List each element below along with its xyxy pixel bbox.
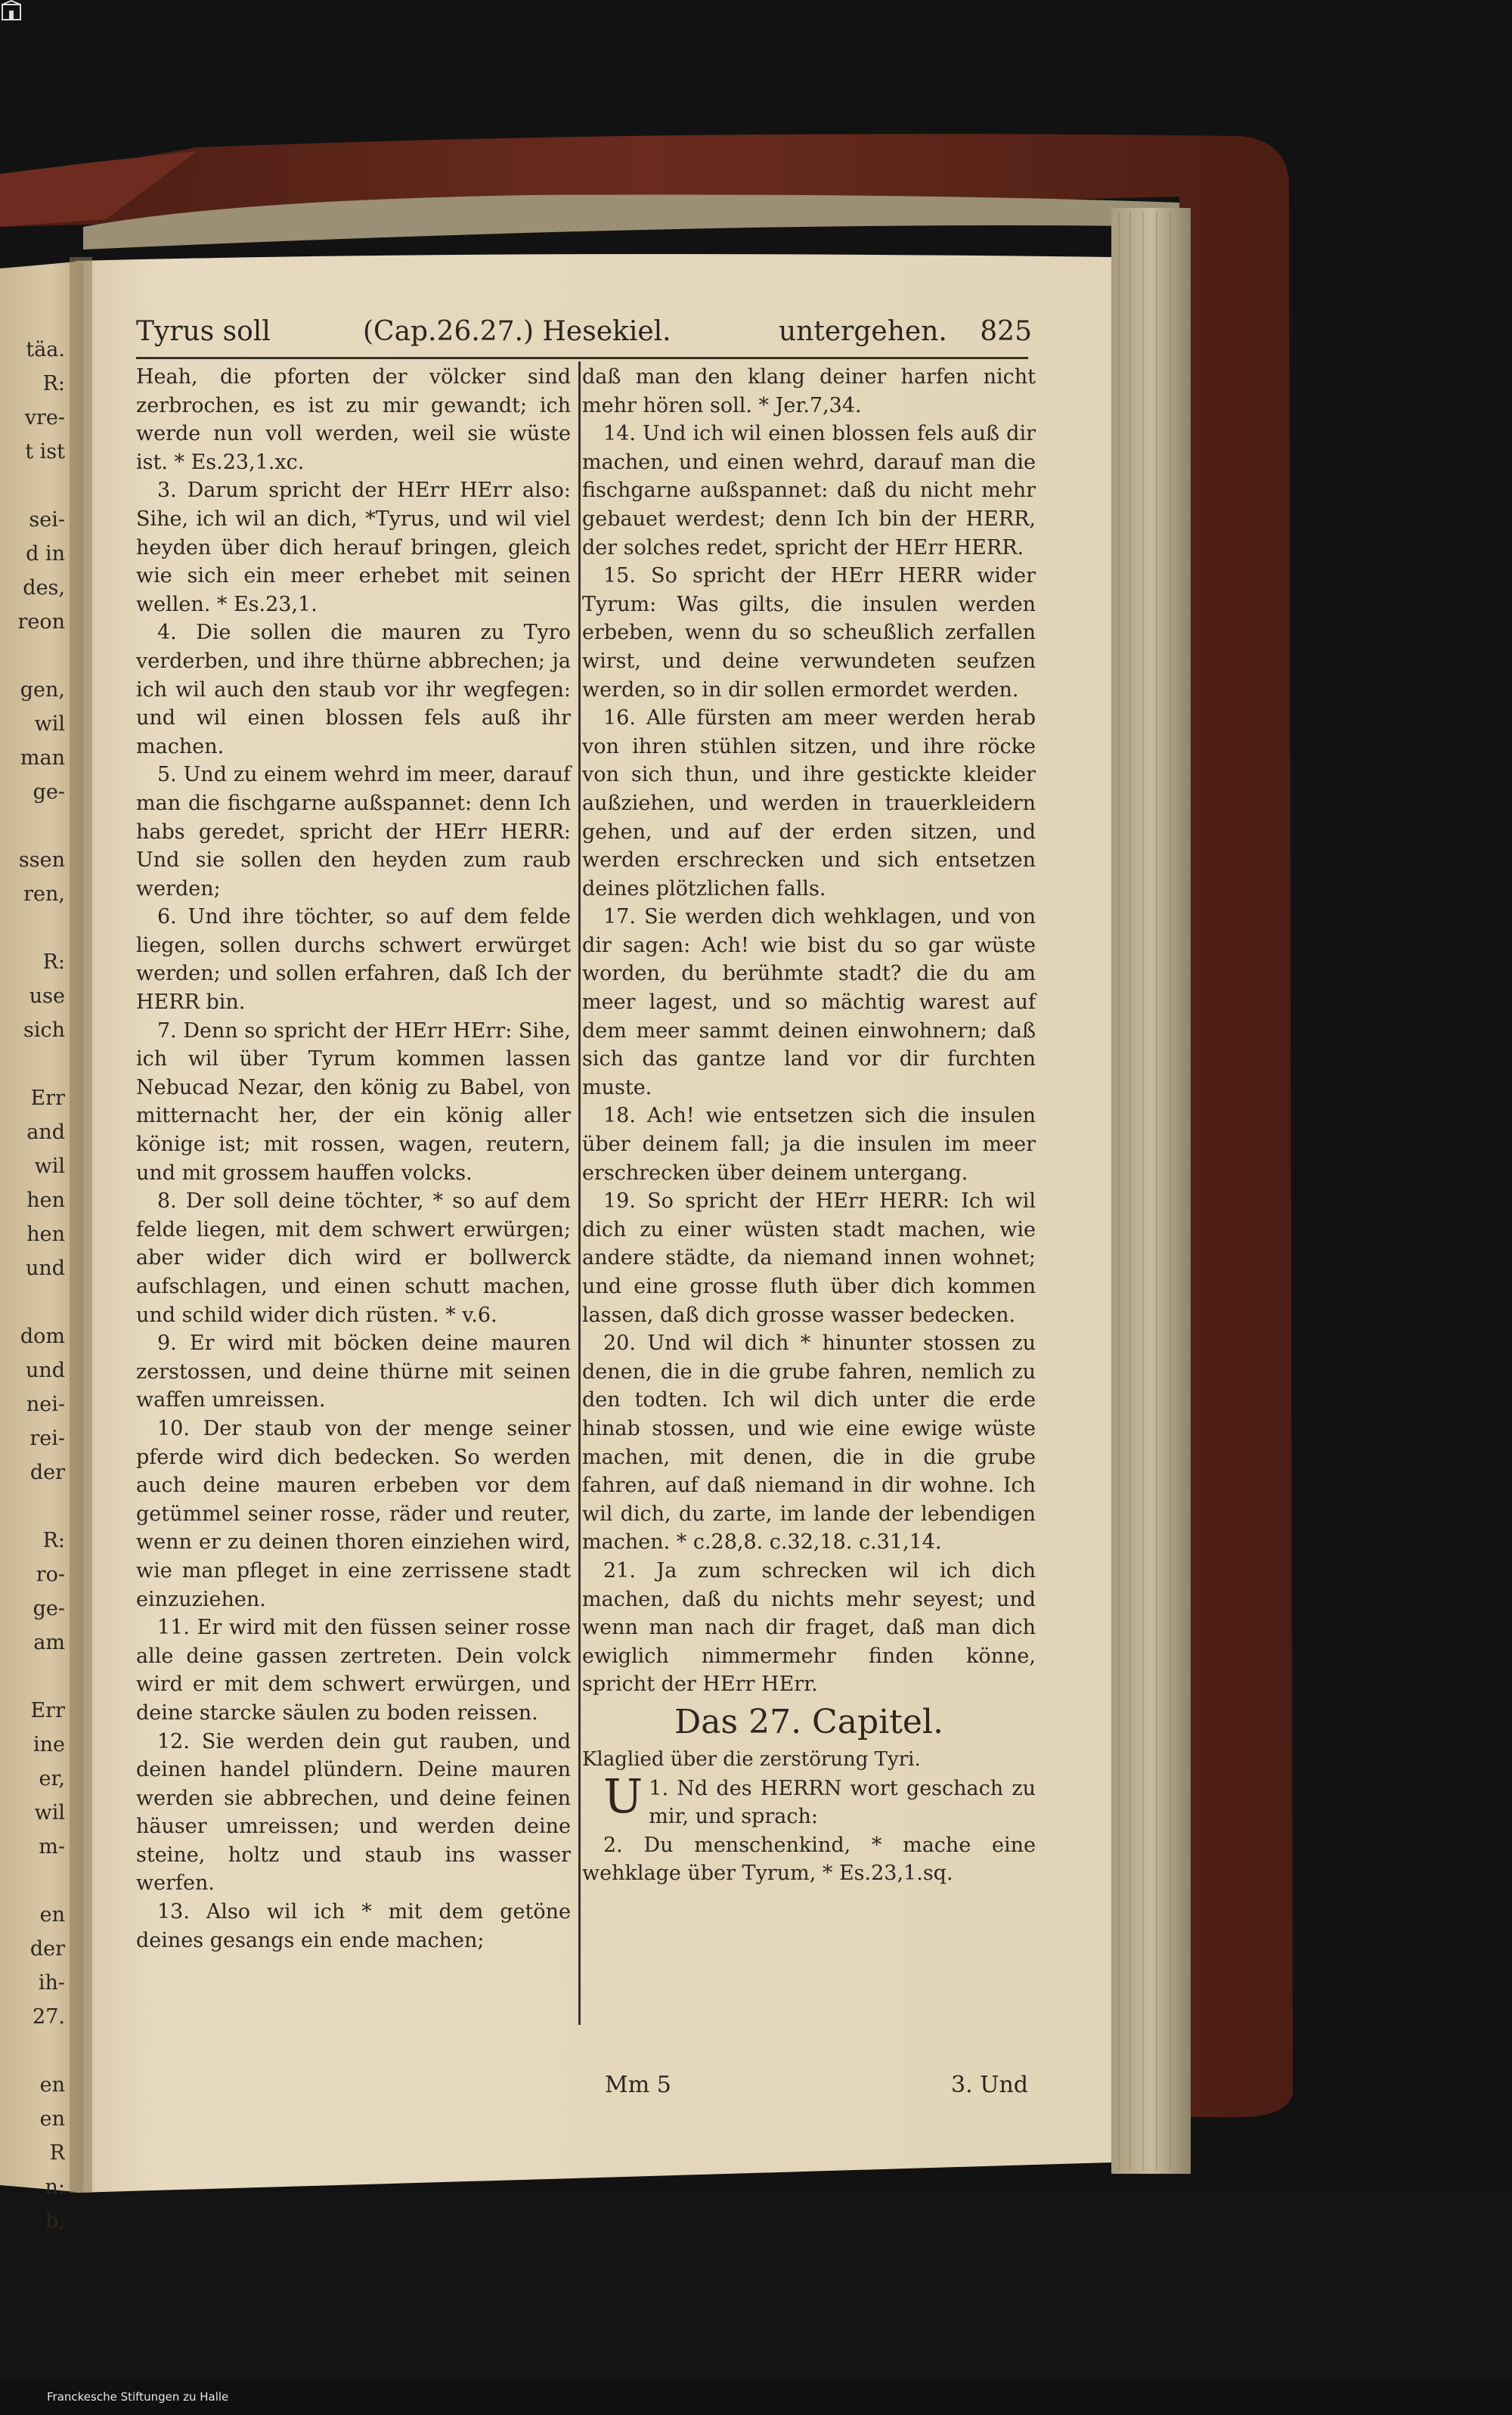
right-verse: 15. So spricht der HErr HERR wider Tyrum: Was gilts, die insulen werden erbeben, wenn du so scheußlich zerfallen wirst, und deine verwundeten seufzen werden, so in dir sollen ermordet werden. (582, 564, 1036, 702)
margin-fragment: ssen (18, 848, 65, 872)
margin-fragment (3, 911, 65, 945)
running-head-center: (Cap.26.27.) Hesekiel. (363, 316, 671, 347)
margin-fragment (3, 1047, 65, 1081)
left-verse: 13. Also wil ich * mit dem getöne deines gesangs ein ende machen; (136, 1900, 571, 1952)
credit-text: Franckesche Stiftungen zu Halle (47, 2390, 229, 2404)
catchword: 3. Und (951, 2072, 1028, 2098)
left-verse: 6. Und ihre töchter, so auf dem felde liegen, sollen durchs schwert erwürget werden; und sollen erfahren, daß Ich der HERR bin. (136, 905, 571, 1015)
margin-fragment: der (29, 1461, 65, 1484)
margin-fragment: use (29, 984, 65, 1008)
verse-1 (582, 1768, 1036, 1831)
margin-fragment: R (49, 2141, 65, 2165)
margin-fragment: ro- (36, 1563, 65, 1586)
column-rule (578, 361, 581, 2025)
right-column (582, 363, 1036, 1888)
page-number: 825 (980, 316, 1032, 347)
margin-fragment: b, (45, 2209, 65, 2233)
left-verse: 3. Darum spricht der HErr HErr also: Sihe, ich wil an dich, *Tyrus, und wil viel heyden über dich herauf bringen, gleich wie sich ein meer erhebet mit seinen wellen. * Es.23,1. (136, 479, 571, 616)
right-verse: 20. Und wil dich * hinunter stossen zu denen, die in die grube fahren, nemlich zu den todten. Ich wil dich unter die erde hinab stossen, und wie eine ewige wüste machen, mit denen, die in die grube fahren, auf daß niemand in dir wohne. Ich wil dich, du zarte, im lande der lebendigen machen. * c.28,8. c.32,18. c.31,14. (582, 1332, 1036, 1555)
table-surface (0, 2193, 1512, 2382)
right-verse: 17. Sie werden dich wehklagen, und von dir sagen: Ach! wie bist du so gar wüste worden, du berühmte stadt? die du am meer lagest, und so mächtig warest auf dem meer sammt deinen einwohnern; daß sich das gantze land vor dir furchten muste. (582, 905, 1036, 1099)
margin-fragment: rei- (29, 1427, 65, 1450)
margin-fragment: R: (42, 1529, 65, 1552)
margin-fragment: ren, (23, 882, 65, 906)
margin-fragment: reon (17, 610, 65, 634)
margin-fragment: täa. (26, 338, 65, 361)
margin-fragment: R: (42, 950, 65, 974)
margin-fragment: ih- (38, 1971, 65, 1995)
margin-fragment: vre- (24, 406, 65, 429)
right-verse: daß man den klang deiner harfen nicht mehr hören soll. * Jer.7,34. (582, 365, 1036, 417)
margin-fragment: am (33, 1631, 65, 1654)
margin-fragment: wil (34, 1155, 65, 1178)
verse-1-number: 1. (649, 1776, 669, 1800)
left-verse: 12. Sie werden dein gut rauben, und deinen handel plündern. Deine mauren werden sie abbrechen, und deine feinen häuser umreissen; und werden deine steine, holtz und staub ins wasser werfen. (136, 1729, 571, 1896)
left-page-text-fragments (3, 333, 65, 2238)
left-verse: Heah, die pforten der völcker sind zerbrochen, es ist zu mir gewandt; ich werde nun voll werden, weil sie wüste ist. * Es.23,1.xc. (136, 365, 571, 474)
margin-fragment: d in (26, 542, 65, 566)
left-verse: 11. Er wird mit den füssen seiner rosse alle deine gassen zertreten. Dein volck wird er mit dem schwert erwürgen, und deine starcke säulen zu boden reissen. (136, 1616, 571, 1725)
margin-fragment: und (25, 1257, 65, 1280)
margin-fragment: dom (20, 1325, 65, 1348)
left-column (136, 363, 571, 1955)
margin-fragment: Err (30, 1087, 65, 1110)
margin-fragment: en (39, 2107, 65, 2131)
right-column-verses (582, 363, 1036, 1699)
drop-initial: U (603, 1768, 643, 1824)
right-verse: 19. So spricht der HErr HERR: Ich wil dich zu einer wüsten stadt machen, wie andere städte, da niemand innen wohnet; und eine grosse fluth über dich kommen lassen, daß dich grosse wasser bedecken. (582, 1189, 1036, 1327)
margin-fragment: ge- (33, 780, 65, 804)
margin-fragment (3, 639, 65, 673)
margin-fragment (3, 2034, 65, 2068)
left-verse: 10. Der staub von der menge seiner pferde wird dich bedecken. So werden auch deine mauren erbeben vor dem getümmel seiner rosse, räder und reuter, wenn er zu deinen thoren einziehen wird, wie man pfleget in eine zerrissene stadt einzuziehen. (136, 1416, 571, 1611)
margin-fragment: sich (23, 1018, 65, 1042)
margin-fragment: nei- (26, 1393, 65, 1416)
verse-2: 2. Du menschenkind, * mache eine wehklage über Tyrum, * Es.23,1.sq. (582, 1833, 1036, 1886)
left-verse: 9. Er wird mit böcken deine mauren zerstossen, und deine thürne mit seinen waffen umreissen. (136, 1332, 571, 1412)
signature-mark: Mm 5 (605, 2072, 671, 2098)
margin-fragment: wil (34, 1801, 65, 1824)
margin-fragment: er, (39, 1767, 65, 1790)
right-verse: 18. Ach! wie entsetzen sich die insulen über deinem fall; ja die insulen im meer erschrecken über deinem untergang. (582, 1104, 1036, 1185)
left-verse: 7. Denn so spricht der HErr HErr: Sihe, ich wil über Tyrum kommen lassen Nebucad Nezar, den könig zu Babel, von mitternacht her, der ein könig aller könige ist; mit rossen, wagen, reutern, und mit grossem hauffen volcks. (136, 1018, 571, 1185)
chapter-summary: Klaglied über die zerstörung Tyri. (582, 1747, 921, 1771)
margin-fragment: der (29, 1937, 65, 1961)
margin-fragment: ine (33, 1733, 65, 1756)
chapter-title: Das 27. Capitel. (674, 1702, 943, 1741)
margin-fragment (3, 809, 65, 843)
margin-fragment (3, 1660, 65, 1694)
margin-fragment: hen (26, 1189, 65, 1212)
margin-fragment: en (39, 1903, 65, 1927)
left-verse: 5. Und zu einem wehrd im meer, darauf man die fischgarne außspannet: denn Ich habs geredet, spricht der HErr HERR: Und sie sollen den heyden zum raub werden; (136, 763, 571, 901)
right-verse: 14. Und ich wil einen blossen fels auß dir machen, und einen wehrd, darauf man die fischgarne außspannet: daß du nicht mehr gebauet werdest; denn Ich bin der HERR, der solches redet, spricht der HErr HERR. (582, 422, 1036, 560)
right-verse: 16. Alle fürsten am meer werden herab von ihren stühlen sitzen, und ihre röcke von sich thun, und ihre gestickte kleider außziehen, und werden in trauerkleidern gehen, und auf der erden sitzen, und werden erschrecken und sich entsetzen deines plötzlichen falls. (582, 706, 1036, 901)
margin-fragment (3, 1864, 65, 1898)
margin-fragment: hen (26, 1223, 65, 1246)
margin-fragment: wil (34, 712, 65, 736)
margin-fragment (3, 1285, 65, 1319)
fore-edge (1111, 208, 1191, 2174)
running-head (136, 316, 1032, 358)
verse-1-text: Nd des HERRN wort geschach zu mir, und sprach: (649, 1776, 1036, 1829)
margin-fragment: R: (42, 372, 65, 395)
margin-fragment: en (39, 2073, 65, 2097)
margin-fragment: ge- (33, 1597, 65, 1620)
header-rule (136, 357, 1028, 359)
margin-fragment (3, 469, 65, 503)
margin-fragment: man (20, 746, 65, 770)
margin-fragment: 27. (33, 2005, 65, 2029)
margin-fragment: des, (23, 576, 65, 600)
margin-fragment: gen, (20, 678, 65, 702)
margin-fragment: sei- (29, 508, 65, 532)
margin-fragment: n: (45, 2175, 65, 2199)
gutter-shadow (70, 257, 92, 2193)
margin-fragment: und (25, 1359, 65, 1382)
left-verse: 4. Die sollen die mauren zu Tyro verderben, und ihre thürne abbrechen; ja ich wil auch den staub vor ihr wegfegen: und wil einen blossen fels auß ihr machen. (136, 621, 571, 758)
margin-fragment: m- (39, 1835, 65, 1859)
margin-fragment: and (26, 1121, 65, 1144)
margin-fragment: Err (30, 1699, 65, 1722)
running-head-left: Tyrus soll (136, 316, 271, 347)
margin-fragment (3, 1490, 65, 1524)
right-verse: 21. Ja zum schrecken wil ich dich machen, daß du nichts mehr seyest; und wenn man nach dir fraget, daß man dich ewiglich nimmermehr finden könne, spricht der HErr HErr. (582, 1558, 1036, 1697)
running-head-right: untergehen. (779, 316, 947, 347)
margin-fragment: t ist (25, 440, 65, 463)
left-verse: 8. Der soll deine töchter, * so auf dem felde liegen, mit dem schwert erwürgen; aber wider dich wird er bollwerck aufschlagen, und einen schutt machen, und schild wider dich rüsten. * v.6. (136, 1189, 571, 1327)
institution-logo-icon (0, 0, 23, 23)
